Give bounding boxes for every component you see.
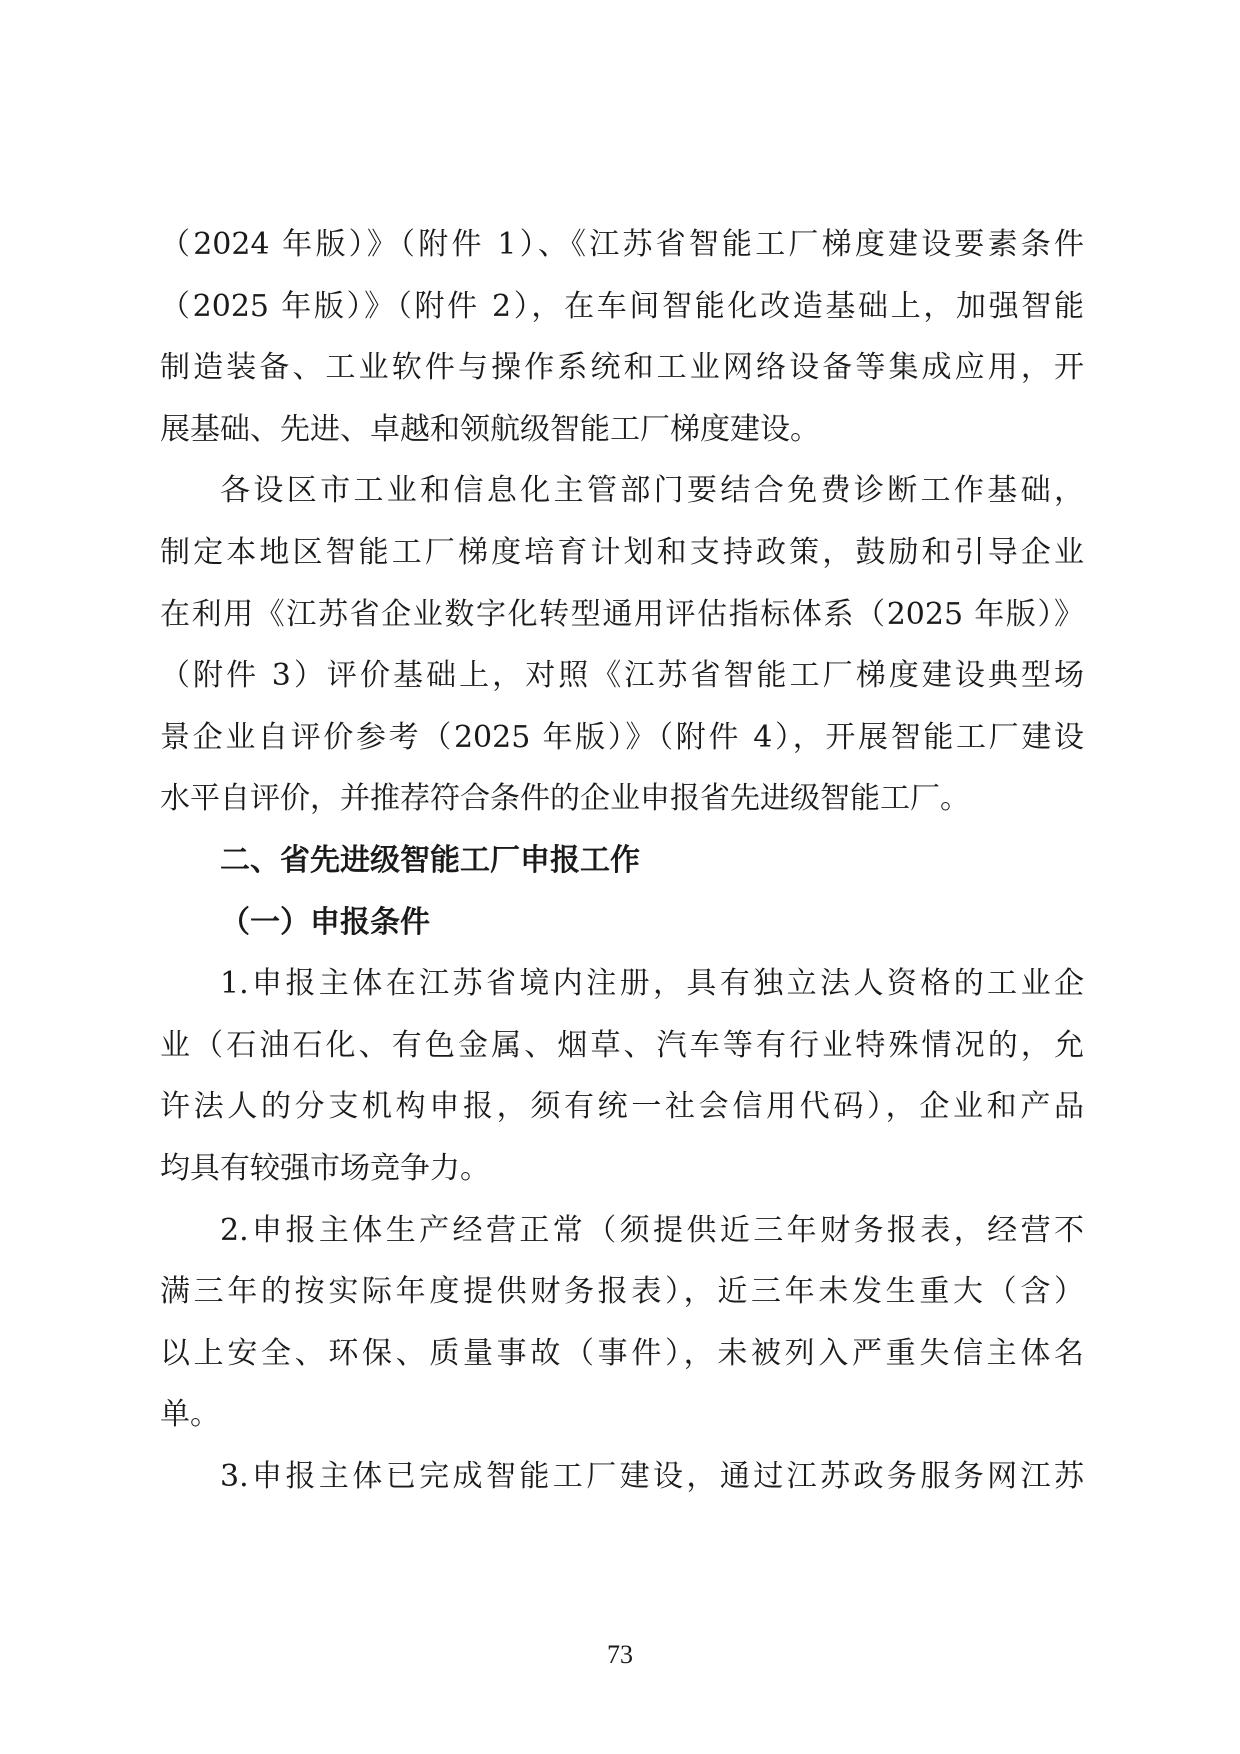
text-line: 许法人的分支机构申报，须有统一社会信用代码），企业和产品: [160, 1089, 1084, 1125]
text-line: 水平自评价，并推荐符合条件的企业申报省先进级智能工厂。: [160, 781, 970, 817]
text-line: 景企业自评价参考（2025 年版）》（附件 4），开展智能工厂建设: [160, 719, 1084, 755]
text-line: （2025 年版）》（附件 2），在车间智能化改造基础上，加强智能: [160, 288, 1084, 324]
text-line: 2.申报主体生产经营正常（须提供近三年财务报表，经营不: [220, 1212, 1084, 1248]
text-line: （附件 3）评价基础上，对照《江苏省智能工厂梯度建设典型场: [160, 658, 1084, 694]
text-line: 3.申报主体已完成智能工厂建设，通过江苏政务服务网江苏: [220, 1458, 1084, 1494]
text-line: 以上安全、环保、质量事故（事件），未被列入严重失信主体名: [160, 1335, 1084, 1371]
body-text: [160, 214, 1084, 1507]
text-line: 业（石油石化、有色金属、烟草、汽车等有行业特殊情况的，允: [160, 1027, 1084, 1063]
page-number: 73: [607, 1640, 633, 1669]
text-line: 均具有较强市场竞争力。: [160, 1150, 490, 1186]
subsection-heading: （一）申报条件: [220, 904, 430, 940]
text-line: 各设区市工业和信息化主管部门要结合免费诊断工作基础，: [220, 473, 1084, 509]
text-line: 单。: [160, 1397, 220, 1433]
text-line: 制造装备、工业软件与操作系统和工业网络设备等集成应用，开: [160, 350, 1084, 386]
text-line: 1.申报主体在江苏省境内注册，具有独立法人资格的工业企: [220, 966, 1084, 1002]
section-heading: 二、省先进级智能工厂申报工作: [220, 842, 640, 878]
text-line: 制定本地区智能工厂梯度培育计划和支持政策，鼓励和引导企业: [160, 534, 1084, 570]
text-line: 满三年的按实际年度提供财务报表），近三年未发生重大（含）: [160, 1274, 1084, 1310]
text-line: 在利用《江苏省企业数字化转型通用评估指标体系（2025 年版）》: [160, 596, 1084, 632]
text-line: （2024 年版）》（附件 1）、《江苏省智能工厂梯度建设要素条件: [160, 227, 1084, 262]
text-line: 展基础、先进、卓越和领航级智能工厂梯度建设。: [160, 411, 820, 447]
